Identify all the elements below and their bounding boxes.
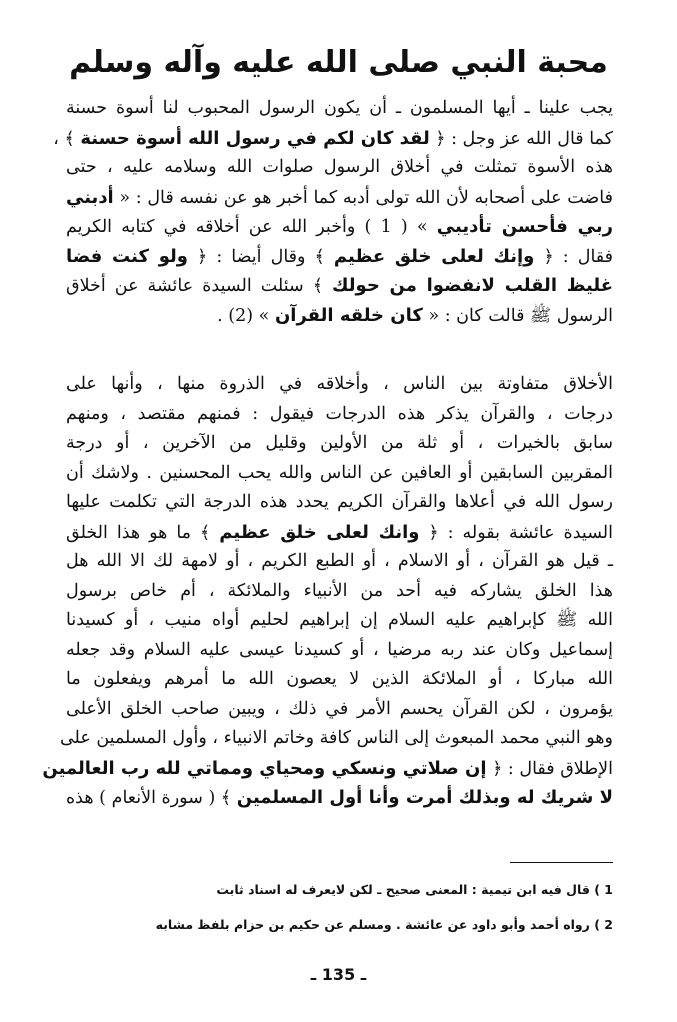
text-run: كما قال الله عز وجل : ﴿ <box>429 128 613 149</box>
text-run: الرسول ﷺ قالت كان : « <box>422 305 613 326</box>
quoted-text: إن صلاتي ونسكي ومحياي ومماتي لله رب العالمين <box>42 757 487 779</box>
text-run: سابق بالخيرات ، أو ثلة من الأولين وقليل من الآخرين ، أو درجة <box>66 433 613 453</box>
text-line <box>66 400 613 430</box>
text-run: ﴾ ، <box>53 128 81 149</box>
quoted-text: لا شريك له وبذلك أمرت وأنا أول المسلمين <box>236 787 614 808</box>
quoted-text: ربي فأحسن تأديبي <box>436 216 613 237</box>
text-line <box>66 665 613 695</box>
text-run: » ( 1 ) وأخبر الله عن أخلاقه في كتابه الكريم <box>66 217 437 237</box>
text-run: الأخلاق متفاوتة بين الناس ، وأخلاقه في الذروة منها ، وأنها على <box>66 374 613 394</box>
text-line <box>66 301 613 331</box>
paragraph-1 <box>53 94 613 330</box>
text-run: ﴾ وقال أيضا : ﴿ <box>187 246 334 267</box>
text-line <box>66 783 613 813</box>
text-run: فقال : ﴿ <box>534 246 613 267</box>
page-number: ـ 135 ـ <box>310 965 367 984</box>
text-run: يؤمرون ، لكن القرآن يحسم الأمر في ذلك ، ويبين صاحب الخلق الأعلى <box>66 698 613 719</box>
text-run: الله مباركا ، أو الملائكة الذين لا يعصون الله ما أمرهم ويفعلون ما <box>66 669 613 689</box>
text-line <box>66 429 613 459</box>
text-run: الله ﷺ كإبراهيم عليه السلام إن إبراهيم لحليم أواه منيب ، أو كسيدنا <box>66 610 613 630</box>
text-line <box>66 488 613 518</box>
text-run: ﴾ ( سورة الأنعام ) هذه <box>66 788 237 808</box>
text-line <box>66 547 613 577</box>
page-title: محبة النبي صلى الله عليه وآله وسلم <box>69 45 608 80</box>
text-line <box>66 459 613 489</box>
text-line <box>66 242 613 272</box>
text-line <box>66 271 613 301</box>
text-line <box>66 370 613 400</box>
text-run: درجات ، والقرآن يذكر هذه الدرجات فيقول : فمنهم مقتصد ، ومنهم <box>66 403 613 424</box>
quoted-text: غليظ القلب لانفضوا من حولك <box>332 275 613 296</box>
text-run: هذا الخلق يشاركه فيه أحد من الأنبياء والملائكة ، أم خاص برسول <box>66 580 613 601</box>
text-line <box>53 124 613 154</box>
text-line <box>66 695 613 725</box>
text-run: وهو النبي محمد المبعوث إلى الناس كافة وخاتم الانبياء ، وأول المسلمين على <box>59 728 613 748</box>
text-line <box>42 754 613 784</box>
text-run: رسول الله في أعلاها والقرآن الكريم يحدد هذه الدرجة التي تكلمت عليها <box>66 492 613 512</box>
text-run: » (2) . <box>217 305 275 326</box>
text-line <box>66 577 613 607</box>
text-line <box>59 724 613 754</box>
text-run: المقربين السابقين أو العافين عن الناس والله يحب المحسنين . ولاشك أن <box>66 462 613 483</box>
text-line <box>66 153 613 183</box>
text-run: ﴾ سئلت السيدة عائشة عن أخلاق <box>66 276 333 296</box>
text-line <box>66 212 613 242</box>
quoted-text: وإنك لعلى خلق عظيم <box>333 245 535 267</box>
paragraph-2 <box>42 370 614 813</box>
text-run: هذه الأسوة تمثلت في أخلاق الرسول صلوات الله وسلامه عليه ، حتى <box>66 157 613 177</box>
quoted-text: أدبني <box>66 186 114 208</box>
footnote-divider <box>510 862 613 863</box>
text-line <box>66 94 613 124</box>
text-run: السيدة عائشة بقوله : ﴿ <box>419 522 613 543</box>
quoted-text: لقد كان لكم في رسول الله أسوة حسنة <box>80 127 430 149</box>
text-line <box>66 183 613 213</box>
footnote-2: 2 ) رواه أحمد وأبو داود عن عائشة . ومسلم عن حكيم بن حزام بلفظ مشابه <box>155 917 613 932</box>
text-line <box>66 636 613 666</box>
text-run: إسماعيل وكان عند ربه مرضيا ، أو كسيدنا عيسى عليه السلام وقد جعله <box>66 639 613 660</box>
text-run: ـ قيل هو القرآن ، أو الاسلام ، أو الطبع الكريم ، أو لامهة لك الا الله هل <box>66 551 613 571</box>
text-run: الإطلاق فقال : ﴿ <box>486 758 613 779</box>
text-run: فاضت على أصحابه لأن الله تولى أدبه كما أخبر هو عن نفسه قال : « <box>113 187 613 208</box>
text-run: ﴾ ما هو هذا الخلق <box>66 522 220 543</box>
text-run: يجب علينا ـ أيها المسلمون ـ أن يكون الرسول المحبوب لنا أسوة حسنة <box>66 98 613 118</box>
quoted-text: ولو كنت فضا <box>66 245 188 267</box>
text-line <box>66 606 613 636</box>
text-line <box>66 518 613 548</box>
quoted-text: كان خلقه القرآن <box>274 304 423 326</box>
footnote-1: 1 ) قال فيه ابن تيمية : المعنى صحيح ـ لكن لايعرف له اسناد ثابت <box>216 882 613 897</box>
quoted-text: وانك لعلى خلق عظيم <box>219 521 420 543</box>
